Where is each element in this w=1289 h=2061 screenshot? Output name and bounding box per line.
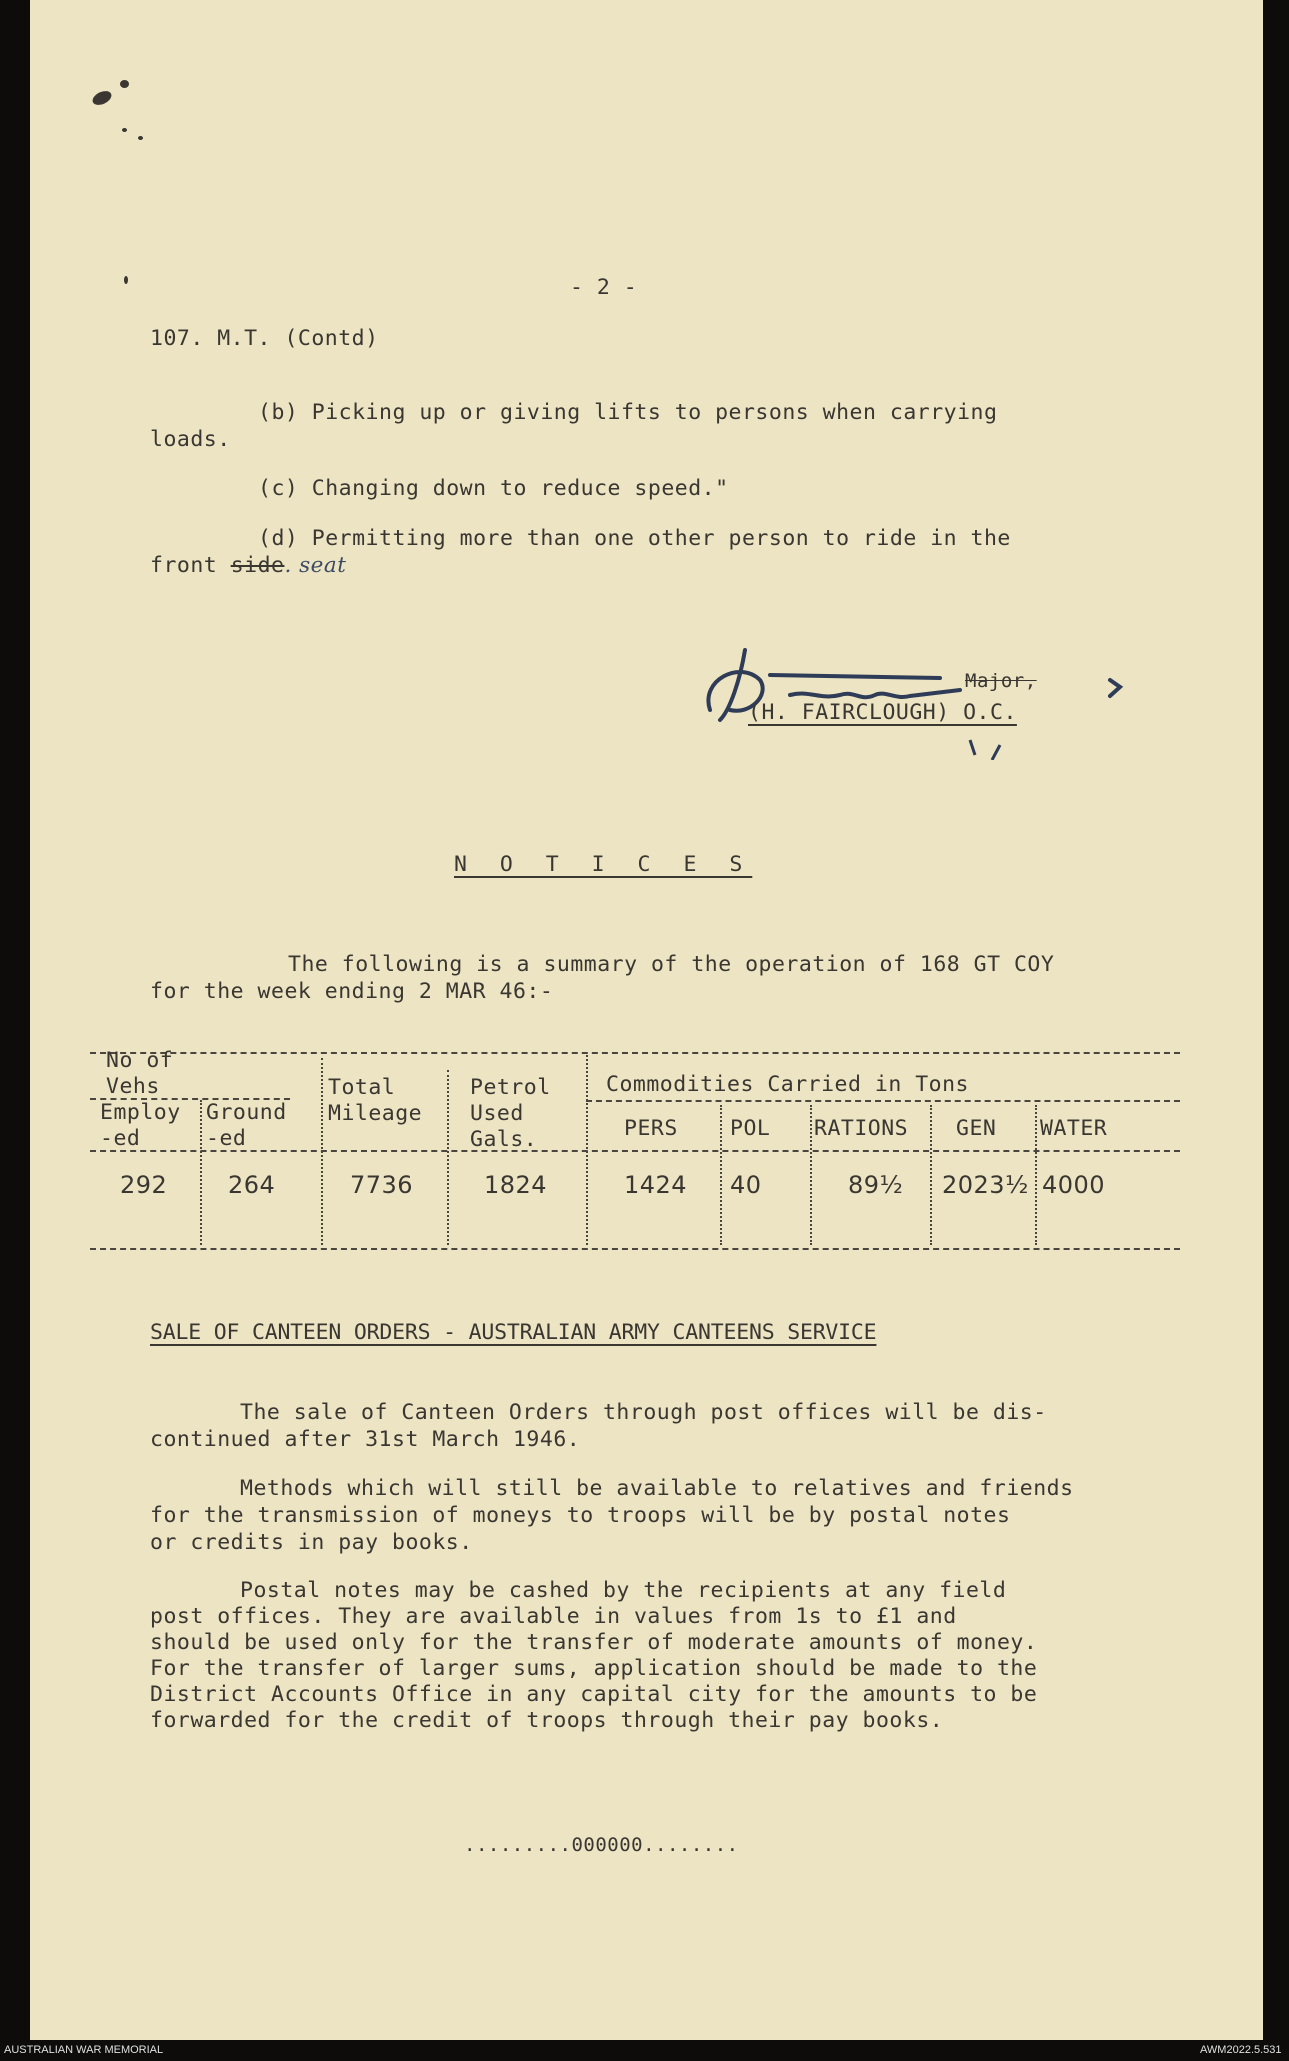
canteen-p1-line2: continued after 31st March 1946. [150, 1427, 581, 1452]
table-rule-bottom [90, 1248, 1180, 1250]
canteen-p3-line1: Postal notes may be cashed by the recipients at any field [240, 1578, 1007, 1603]
header-gen: GEN [956, 1116, 997, 1141]
header-total-mileage: Total Mileage [328, 1075, 423, 1126]
table-divider [321, 1058, 323, 1245]
canteen-p3-line6: forwarded for the credit of troops through their pay books. [150, 1708, 944, 1733]
canteen-p3-line5: District Accounts Office in any capital city for the amounts to be [150, 1682, 1038, 1707]
canteen-p1-line1: The sale of Canteen Orders through post offices will be dis- [240, 1400, 1047, 1425]
header-grounded: Ground -ed [206, 1100, 287, 1151]
ink-smudge [138, 136, 143, 140]
table-rule-commodities [586, 1100, 1180, 1102]
paragraph-d-prefix: front [150, 553, 218, 578]
canteen-p3-line4: For the transfer of larger sums, application should be made to the [150, 1656, 1038, 1681]
canteen-p3-line3: should be used only for the transfer of moderate amounts of money. [150, 1630, 1038, 1655]
struck-word: side [230, 553, 285, 578]
ink-smudge [122, 128, 127, 132]
page-number: - 2 - [570, 275, 638, 300]
paragraph-d-line1: (d) Permitting more than one other person to ride in the [258, 526, 1011, 551]
table-divider [586, 1055, 588, 1245]
ink-smudge [124, 276, 128, 284]
table-divider [720, 1105, 722, 1245]
canteen-heading: SALE OF CANTEEN ORDERS - AUSTRALIAN ARMY CANTEENS SERVICE [150, 1320, 877, 1345]
value-petrol: 1824 [484, 1171, 548, 1199]
header-commodities: Commodities Carried in Tons [606, 1072, 969, 1097]
value-water: 4000 [1042, 1171, 1106, 1199]
end-mark: .........000000........ [464, 1834, 739, 1856]
ink-smudge [90, 88, 113, 107]
signature-name: (H. FAIRCLOUGH) O.C. [748, 700, 1017, 725]
table-divider [930, 1105, 932, 1245]
notices-intro-line2: for the week ending 2 MAR 46:- [150, 979, 554, 1004]
value-employed: 292 [120, 1171, 168, 1199]
header-petrol: Petrol Used Gals. [470, 1075, 551, 1152]
value-gen: 2023½ [942, 1171, 1029, 1199]
value-pers: 1424 [624, 1171, 688, 1199]
header-rations: RATIONS [814, 1116, 909, 1141]
document-page [30, 0, 1263, 2040]
table-divider [200, 1100, 202, 1245]
value-rations: 89½ [848, 1171, 904, 1199]
value-grounded: 264 [228, 1171, 276, 1199]
section-heading [150, 326, 379, 351]
ink-smudge [120, 80, 129, 88]
section-heading-text: 107. M.T. (Contd) [150, 326, 379, 351]
canteen-p2-line2: for the transmission of moneys to troops will be by postal notes [150, 1503, 1011, 1528]
header-pol: POL [730, 1116, 771, 1141]
table-divider [810, 1105, 812, 1245]
signature-rank [965, 670, 1037, 692]
header-employed: Employ -ed [100, 1100, 181, 1151]
footer-right: AWM2022.5.531 [1200, 2044, 1282, 2056]
table-divider [447, 1070, 449, 1245]
paragraph-b-line2: loads. [150, 427, 231, 452]
footer-left: AUSTRALIAN WAR MEMORIAL [4, 2044, 164, 2056]
paragraph-b-line1: (b) Picking up or giving lifts to persons when carrying [258, 400, 998, 425]
canteen-p2-line3: or credits in pay books. [150, 1530, 473, 1555]
canteen-p3-line2: post offices. They are available in values from 1s to £1 and [150, 1604, 957, 1629]
canteen-p2-line1: Methods which will still be available to relatives and friends [240, 1476, 1074, 1501]
header-water: WATER [1040, 1116, 1108, 1141]
value-total-mileage: 7736 [350, 1171, 414, 1199]
table-divider [1035, 1105, 1037, 1245]
paragraph-c: (c) Changing down to reduce speed." [258, 476, 729, 501]
notices-intro-line1: The following is a summary of the operation of 168 GT COY [288, 952, 1055, 977]
header-no-of-vehs: No of Vehs [106, 1048, 174, 1099]
table-rule-top [90, 1052, 1180, 1054]
notices-title: N O T I C E S [454, 852, 753, 877]
struck-rank: Major, [965, 670, 1037, 692]
handwritten-correction: . seat [284, 553, 347, 578]
header-pers: PERS [624, 1116, 678, 1141]
value-pol: 40 [730, 1171, 762, 1199]
paragraph-d-line2 [150, 553, 346, 578]
